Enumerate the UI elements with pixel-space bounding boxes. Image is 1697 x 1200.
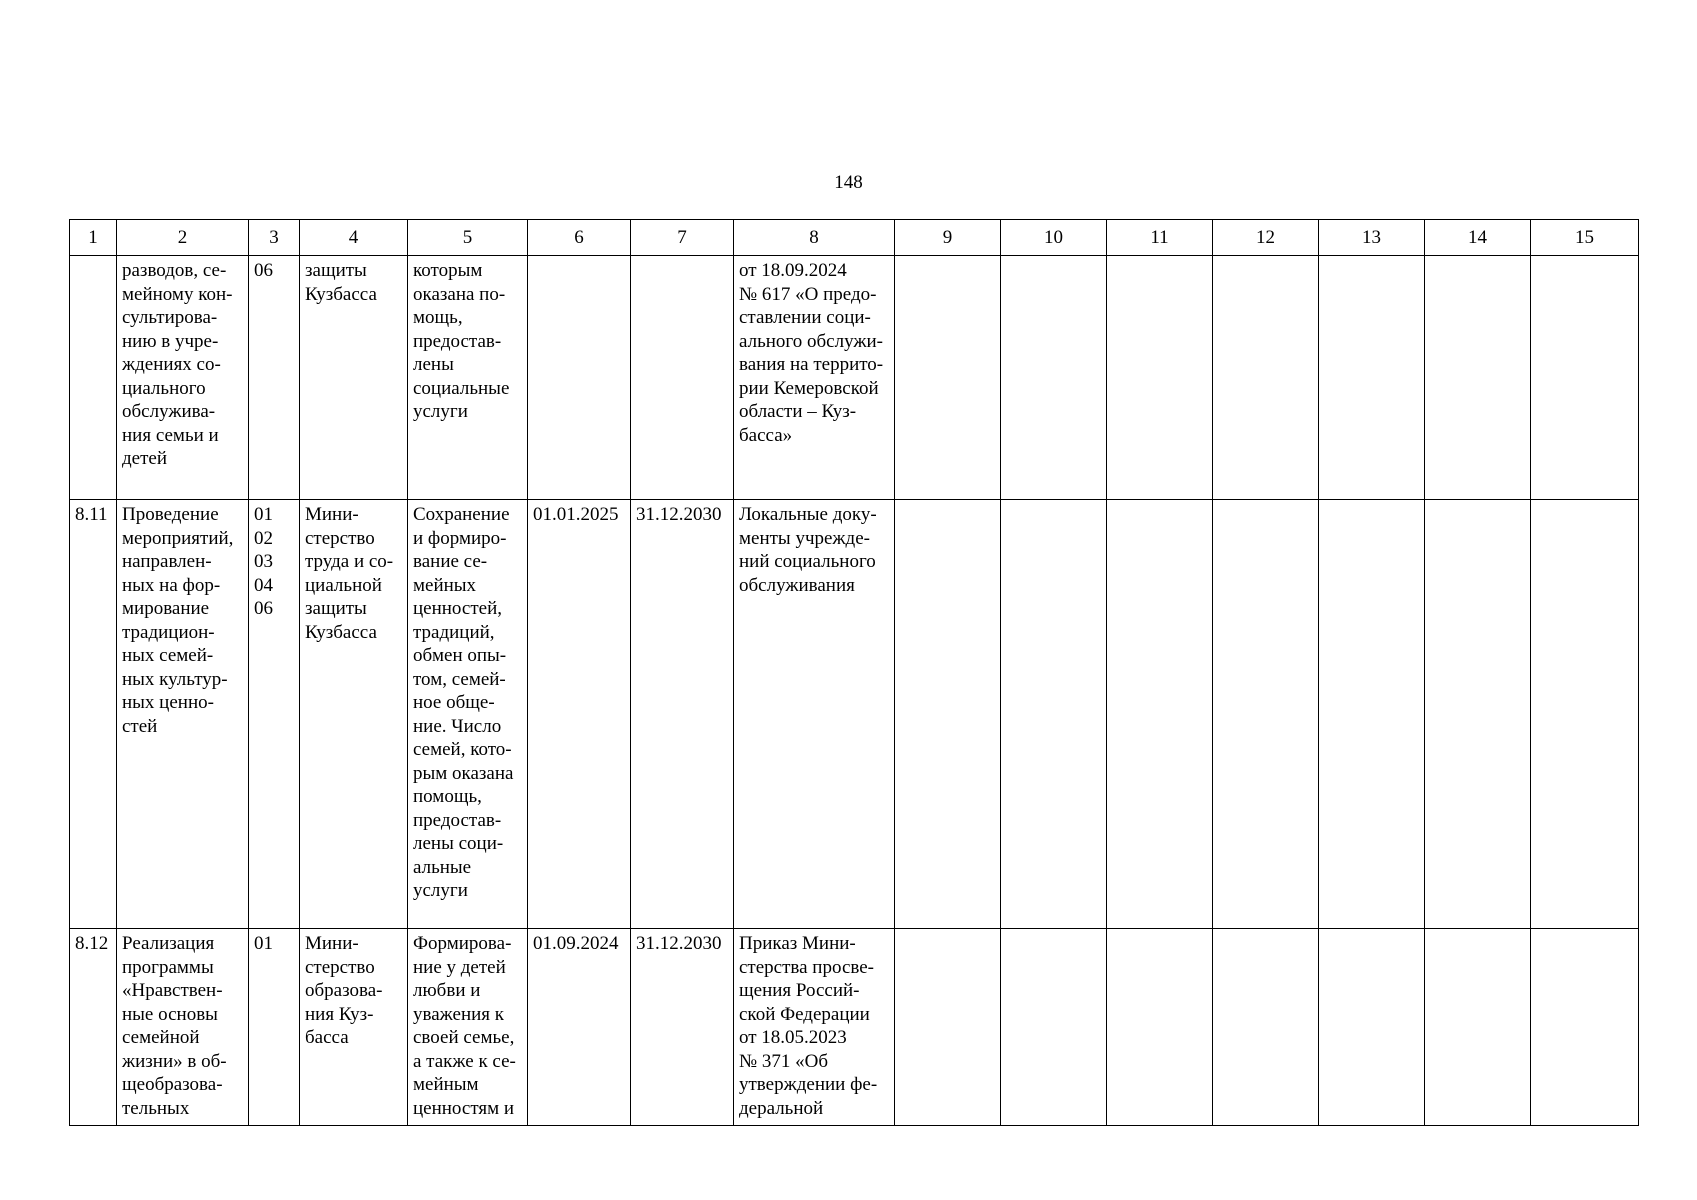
cell-number: 8.12 [70,929,117,1126]
page-number: 148 [834,172,863,193]
column-header: 11 [1107,220,1213,256]
cell-empty [1531,929,1639,1126]
cell-empty [1107,929,1213,1126]
column-header: 6 [528,220,631,256]
cell-empty [1107,256,1213,500]
cell-empty [1213,256,1319,500]
cell-result: Сохранение и формиро- вание се- мейных ценностей, традиций, обмен опы- том, семей- ное обще- ние. Число семей, кото- рым оказана помощь, предостав- лены соци- альные услуги [408,500,528,929]
column-header: 13 [1319,220,1425,256]
column-header: 14 [1425,220,1531,256]
cell-end-date: 31.12.2030 [631,500,734,929]
table-row [70,256,1639,500]
cell-empty [1319,256,1425,500]
cell-empty [1213,500,1319,929]
cell-result: которым оказана по- мощь, предостав- лены социальные услуги [408,256,528,500]
cell-empty [1213,929,1319,1126]
column-header: 5 [408,220,528,256]
column-header: 12 [1213,220,1319,256]
cell-code: 01 02 03 04 06 [249,500,300,929]
cell-empty [895,929,1001,1126]
cell-number: 8.11 [70,500,117,929]
column-header: 9 [895,220,1001,256]
cell-document: от 18.09.2024 № 617 «О предо- ставлении соци- ального обслужи- вания на террито- рии Кемеровской области – Куз- басса» [734,256,895,500]
column-header: 1 [70,220,117,256]
table-row [70,500,1639,929]
cell-executor: защиты Кузбасса [300,256,408,500]
cell-empty [1531,256,1639,500]
cell-code: 06 [249,256,300,500]
column-header: 7 [631,220,734,256]
cell-document: Приказ Мини- стерства просве- щения Россий- ской Федерации от 18.05.2023 № 371 «Об утверждении фе- деральной [734,929,895,1126]
header-row [70,220,1639,256]
cell-measure: Реализация программы «Нравствен- ные основы семейной жизни» в об- щеобразова- тельных [117,929,249,1126]
cell-empty [1107,500,1213,929]
column-header: 2 [117,220,249,256]
cell-result: Формирова- ние у детей любви и уважения к своей семье, а также к се- мейным ценностям и [408,929,528,1126]
cell-end-date: 31.12.2030 [631,929,734,1126]
cell-empty [895,256,1001,500]
column-header: 10 [1001,220,1107,256]
column-header: 4 [300,220,408,256]
cell-empty [1001,929,1107,1126]
cell-measure: разводов, се- мейному кон- сультирова- нию в учре- ждениях со- циального обслужива- ния семьи и детей [117,256,249,500]
cell-document: Локальные доку- менты учрежде- ний социального обслуживания [734,500,895,929]
cell-empty [1531,500,1639,929]
cell-executor: Мини- стерство образова- ния Куз- басса [300,929,408,1126]
cell-start-date: 01.09.2024 [528,929,631,1126]
column-header: 15 [1531,220,1639,256]
column-header: 3 [249,220,300,256]
cell-code: 01 [249,929,300,1126]
cell-empty [1001,256,1107,500]
cell-number [70,256,117,500]
cell-empty [1425,929,1531,1126]
cell-end-date [631,256,734,500]
cell-start-date [528,256,631,500]
cell-empty [895,500,1001,929]
measures-table [69,219,1639,1126]
cell-empty [1319,929,1425,1126]
cell-empty [1001,500,1107,929]
table-row [70,929,1639,1126]
cell-empty [1425,500,1531,929]
cell-measure: Проведение мероприятий, направлен- ных на фор- мирование традицион- ных семей- ных культур- ных ценно- стей [117,500,249,929]
cell-executor: Мини- стерство труда и со- циальной защиты Кузбасса [300,500,408,929]
cell-start-date: 01.01.2025 [528,500,631,929]
cell-empty [1319,500,1425,929]
column-header: 8 [734,220,895,256]
cell-empty [1425,256,1531,500]
